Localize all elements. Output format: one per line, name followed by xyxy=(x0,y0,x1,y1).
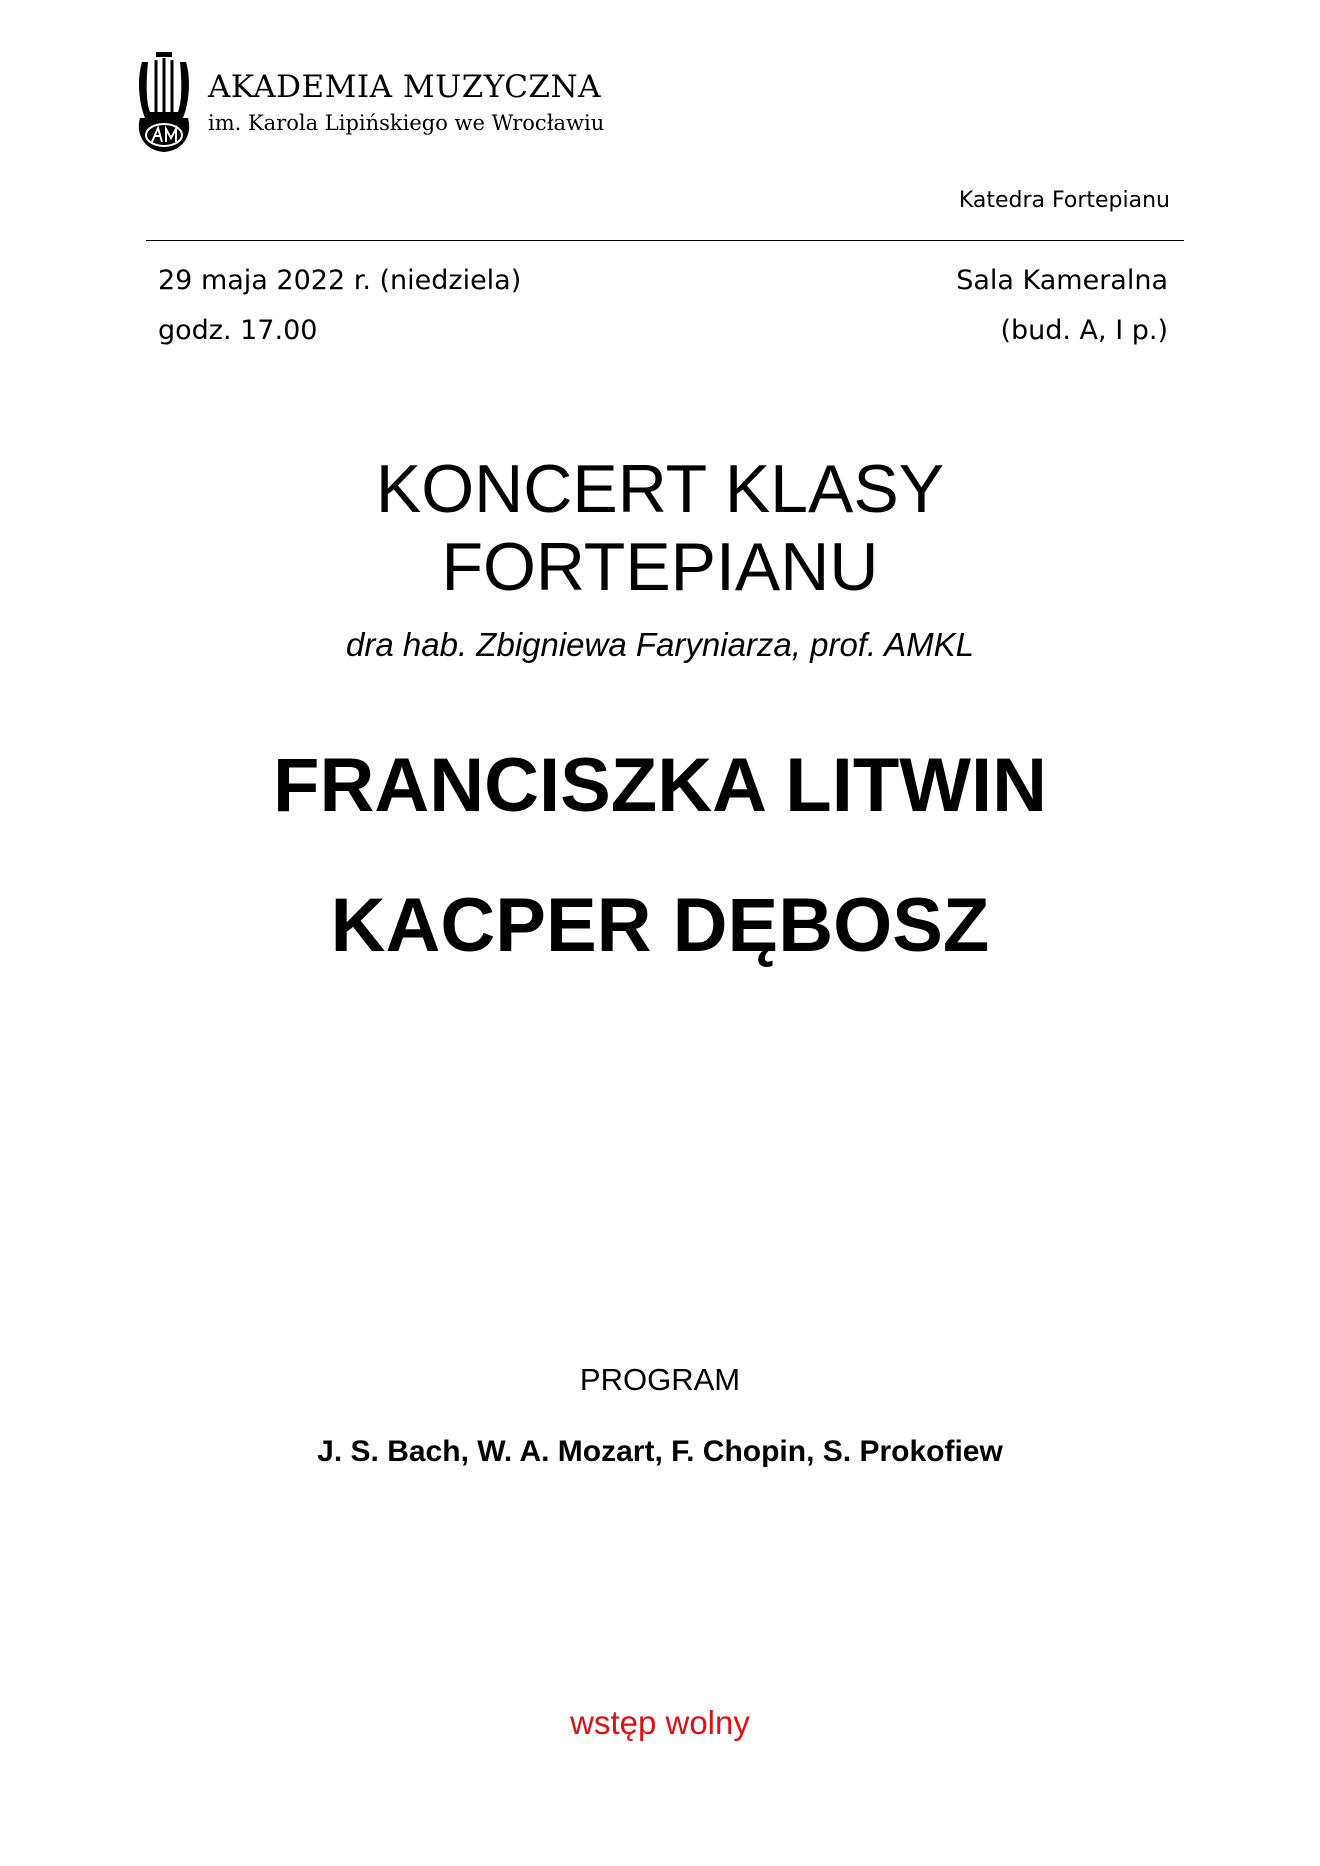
institution-subtitle: im. Karola Lipińskiego we Wrocławiu xyxy=(208,111,605,135)
concert-title-line-2: FORTEPIANU xyxy=(441,529,879,605)
concert-title xyxy=(0,450,1320,606)
event-datetime xyxy=(158,256,521,356)
event-venue xyxy=(956,256,1168,356)
event-time: godz. 17.00 xyxy=(158,315,318,346)
institution-name: AKADEMIA MUZYCZNA xyxy=(208,69,601,105)
institution-logo xyxy=(136,52,604,154)
program-composers: J. S. Bach, W. A. Mozart, F. Chopin, S. Prokofiew xyxy=(317,1435,1003,1468)
performer-name: KACPER DĘBOSZ xyxy=(330,883,990,968)
department-name: Katedra Fortepianu xyxy=(958,188,1170,213)
program-label: PROGRAM xyxy=(579,1362,741,1397)
venue-detail: (bud. A, I p.) xyxy=(1000,315,1168,346)
concert-title-line-1: KONCERT KLASY xyxy=(375,451,945,527)
event-date: 29 maja 2022 r. (niedziela) xyxy=(158,265,522,296)
venue-name: Sala Kameralna xyxy=(956,265,1168,296)
performer-name: FRANCISZKA LITWIN xyxy=(273,743,1047,828)
concert-subtitle: dra hab. Zbigniewa Faryniarza, prof. AMKL xyxy=(346,626,974,663)
lyre-logo-icon xyxy=(136,52,192,154)
header-divider xyxy=(146,240,1184,241)
admission-note: wstęp wolny xyxy=(570,1704,750,1741)
